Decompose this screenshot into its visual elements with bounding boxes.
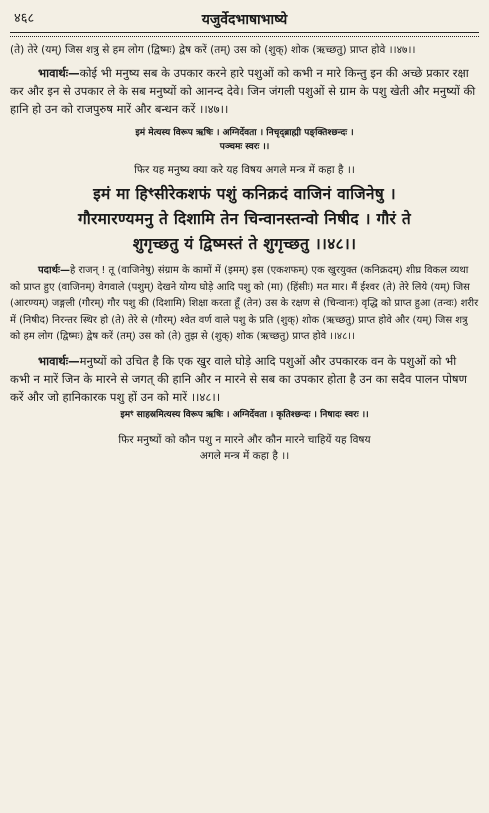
mantra-line: इमं मा हिꣳसीरेकशफं पशुं कनिक्रदं वाजिनं वाजिनेषु । — [93, 185, 396, 203]
bhavartha-label: भावार्थः— — [38, 66, 80, 80]
header-rule — [10, 32, 479, 37]
page-number: ४६८ — [14, 11, 35, 26]
intro-line: फिर मनुष्यों को कौन पशु न मारने और कौन मारने चाहियें यह विषय — [118, 433, 371, 446]
mantra-line: गौरमारण्यमनु ते दिशामि तेन चिन्वानस्तन्वो निषीद । गौरं ते — [77, 210, 412, 228]
bhavartha-47 — [10, 64, 479, 118]
intro-line: अगले मन्त्र में कहा है ।। — [199, 449, 290, 462]
mantra-line: शुगृच्छतु यं द्विष्मस्तं ते शुगृच्छतु ।।४८।। — [132, 235, 357, 253]
mantra-48-metadata — [10, 126, 479, 154]
bhavartha-text: मनुष्यों को उचित है कि एक खुर वाले घोड़े आदि पशुओं और उपकारक वन के पशुओं को भी कभी न मारें जिन के मारने से जगत् की हानि और न मारने से सब का उपकार होता है उन का सदैव पालन पोषण करें और जो हानिकारक पशु हों उन को मारें ।।४८।। — [10, 353, 467, 404]
bhavartha-label: भावार्थः— — [38, 353, 80, 368]
padartha-48 — [10, 263, 479, 346]
page — [10, 8, 479, 464]
running-title: यजुर्वेदभाषाभाष्ये — [201, 12, 288, 28]
padartha-text: हे राजन् ! तू (वाजिनेषु) संग्राम के कामों में (इमम्) इस (एकशफम्) एक खुरयुक्त (कनिक्रदम्) शीघ्र विकल व्यथा को प्राप्त हुए (वाजिनम्) वेगवाले (पशुम्) देखने योग्य घोड़े आदि पशु को (मा) (हिंसीः) मत मार। मैं ईश्वर (ते) तेरे लिये (यम्) जिस (आरण्यम्) जङ्गली (गौरम्) गौर पशु की (दिशामि) शिक्षा करता हूँ (तेन) उस के रक्षण से (चिन्वानः) वृद्धि को प्राप्त हुआ (तन्वः) शरीर में (निषीद) निरन्तर स्थिर हो (ते) तेरे से (गौरम्) श्वेत वर्ण वाले पशु के प्रति (शुक्) शोक (ऋच्छतु) प्राप्त होवे और (यम्) जिस शत्रु को हम लोग (द्विष्मः) द्वेष करें (तम्) उस को (ते) तुझ से (शुक्) शोक (ऋच्छतु) प्राप्त होवे ।।४८।। — [10, 265, 479, 342]
verse-47-ending: (ते) तेरे (यम्) जिस शत्रु से हम लोग (द्विष्मः) द्वेष करें (तम्) उस को (शुक्) शोक (ऋच्छतु) प्राप्त होवे ।।४७।। — [10, 44, 416, 56]
bhavartha-text: कोई भी मनुष्य सब के उपकार करने हारे पशुओं को कभी न मारे किन्तु इन की अच्छे प्रकार रक्षा कर और इन से उपकार ले के सब मनुष्यों को आनन्द देवे। जिन जंगली पशुओं से ग्राम के पशु खेती और मनुष्यों की हानि हो उन को राजपुरुष मारें और बन्धन करें ।।४७।। — [10, 66, 476, 116]
mantra-49-metadata: इमꣳ साहस्रमित्यस्य विरूप ऋषिः । अग्निर्देवता । कृतिश्छन्दः । निषादः स्वरः ।। — [120, 409, 369, 420]
metadata-line: इमं मेत्यस्य विरूप ऋषिः । अग्निर्देवता । निचृद्ब्राह्मी पङ्क्तिश्छन्दः । — [135, 128, 354, 138]
mantra-48-intro: फिर यह मनुष्य क्या करे यह विषय अगले मन्त्र में कहा है ।। — [134, 164, 355, 176]
bhavartha-48 — [10, 352, 479, 406]
padartha-label: पदार्थः— — [38, 265, 70, 276]
mantra-48 — [10, 182, 479, 257]
mantra-49-intro — [10, 432, 479, 464]
metadata-line: पञ्चमः स्वरः ।। — [219, 142, 270, 152]
